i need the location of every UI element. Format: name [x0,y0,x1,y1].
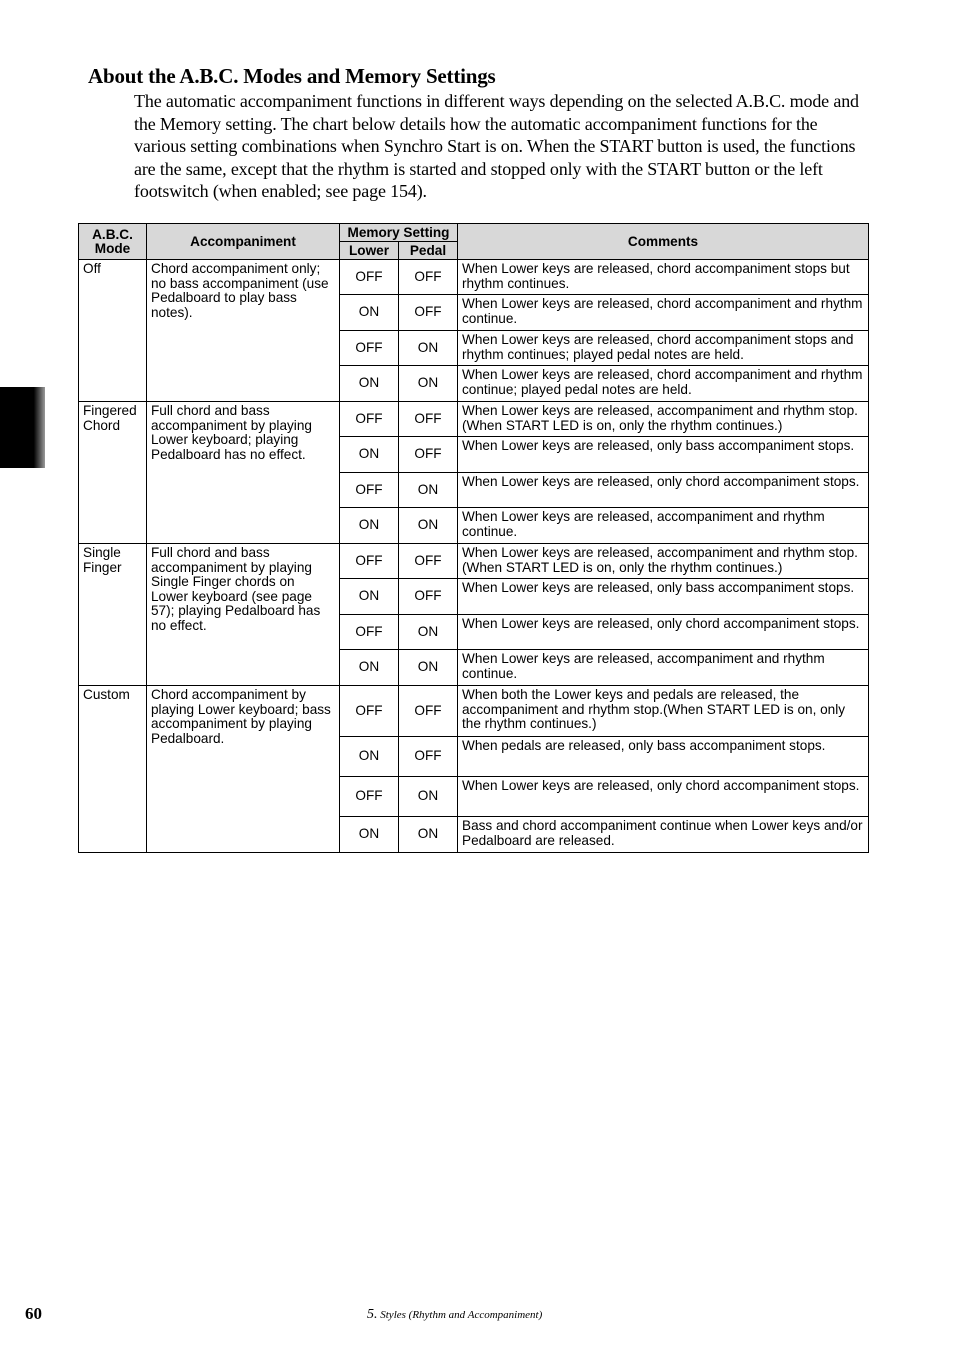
lower-setting: OFF [340,615,399,650]
comment-cell: When Lower keys are released, only chord accompaniment stops. [458,777,869,817]
mode-cell: Custom [79,686,147,853]
pedal-setting: OFF [399,544,458,579]
pedal-setting: OFF [399,295,458,331]
pedal-setting: OFF [399,260,458,295]
comment-cell: When Lower keys are released, accompaniment and rhythm stop. (When START LED is on, only the rhythm continues.) [458,544,869,579]
mode-cell: Single Finger [79,544,147,686]
comment-cell: When Lower keys are released, chord accompaniment and rhythm continue. [458,295,869,331]
lower-setting: ON [340,737,399,777]
comment-cell: When both the Lower keys and pedals are released, the accompaniment and rhythm stop.(When START LED is on, only the rhythm continues.) [458,686,869,737]
table-row [79,402,869,437]
lower-setting: ON [340,508,399,544]
lower-setting: OFF [340,331,399,366]
table-row [79,260,869,295]
lower-setting: ON [340,650,399,686]
chapter-number: 5. [367,1307,378,1322]
comment-cell: When Lower keys are released, chord accompaniment and rhythm continue; played pedal notes are held. [458,366,869,402]
table-row [79,544,869,579]
chapter-title: Styles (Rhythm and Accompaniment) [380,1309,543,1321]
comment-cell: When Lower keys are released, only chord accompaniment stops. [458,615,869,650]
header-abc-mode: A.B.C. Mode [79,224,147,260]
lower-setting: ON [340,295,399,331]
lower-setting: ON [340,579,399,615]
pedal-setting: ON [399,777,458,817]
lower-setting: OFF [340,544,399,579]
header-accompaniment: Accompaniment [147,224,340,260]
mode-cell: Fingered Chord [79,402,147,544]
chapter-side-tab [0,387,45,468]
lower-setting: OFF [340,402,399,437]
comment-cell: When Lower keys are released, chord accompaniment stops and rhythm continues; played pedal notes are held. [458,331,869,366]
pedal-setting: ON [399,366,458,402]
comment-cell: When Lower keys are released, only bass accompaniment stops. [458,437,869,473]
pedal-setting: ON [399,615,458,650]
pedal-setting: OFF [399,437,458,473]
lower-setting: ON [340,437,399,473]
comment-cell: When Lower keys are released, accompaniment and rhythm stop. (When START LED is on, only the rhythm continues.) [458,402,869,437]
header-comments: Comments [458,224,869,260]
comment-cell: When Lower keys are released, chord accompaniment stops but rhythm continues. [458,260,869,295]
lower-setting: OFF [340,473,399,508]
footer-chapter [367,1307,542,1323]
pedal-setting: ON [399,331,458,366]
accompaniment-cell: Chord accompaniment only; no bass accompaniment (use Pedalboard to play bass notes). [147,260,340,402]
comment-cell: When Lower keys are released, only bass accompaniment stops. [458,579,869,615]
abc-modes-table [78,223,869,853]
pedal-setting: OFF [399,579,458,615]
header-lower: Lower [340,242,399,260]
intro-paragraph: The automatic accompaniment functions in different ways depending on the selected A.B.C. mode and the Memory setting. The chart below details how the automatic accompaniment functions for the various setting combinations when Synchro Start is on. When the START button is used, the functions are the same, except that the rhythm is started and stopped only with the START button or the left footswitch (when enabled; see page 154). [134,91,859,201]
page-number: 60 [25,1304,42,1323]
pedal-setting: ON [399,817,458,853]
table-row [79,686,869,737]
comment-cell: Bass and chord accompaniment continue when Lower keys and/or Pedalboard are released. [458,817,869,853]
pedal-setting: ON [399,473,458,508]
pedal-setting: ON [399,650,458,686]
lower-setting: ON [340,366,399,402]
lower-setting: OFF [340,777,399,817]
lower-setting: OFF [340,686,399,737]
accompaniment-cell: Full chord and bass accompaniment by playing Single Finger chords on Lower keyboard (see page 57); playing Pedalboard has no effect. [147,544,340,686]
pedal-setting: OFF [399,737,458,777]
section-title: About the A.B.C. Modes and Memory Settings [88,64,496,88]
header-pedal: Pedal [399,242,458,260]
comment-cell: When pedals are released, only bass accompaniment stops. [458,737,869,777]
comment-cell: When Lower keys are released, accompaniment and rhythm continue. [458,508,869,544]
accompaniment-cell: Chord accompaniment by playing Lower keyboard; bass accompaniment by playing Pedalboard. [147,686,340,853]
mode-cell: Off [79,260,147,402]
comment-cell: When Lower keys are released, only chord accompaniment stops. [458,473,869,508]
accompaniment-cell: Full chord and bass accompaniment by playing Lower keyboard; playing Pedalboard has no effect. [147,402,340,544]
lower-setting: ON [340,817,399,853]
pedal-setting: ON [399,508,458,544]
pedal-setting: OFF [399,402,458,437]
pedal-setting: OFF [399,686,458,737]
lower-setting: OFF [340,260,399,295]
header-memory-setting: Memory Setting [340,224,458,242]
comment-cell: When Lower keys are released, accompaniment and rhythm continue. [458,650,869,686]
